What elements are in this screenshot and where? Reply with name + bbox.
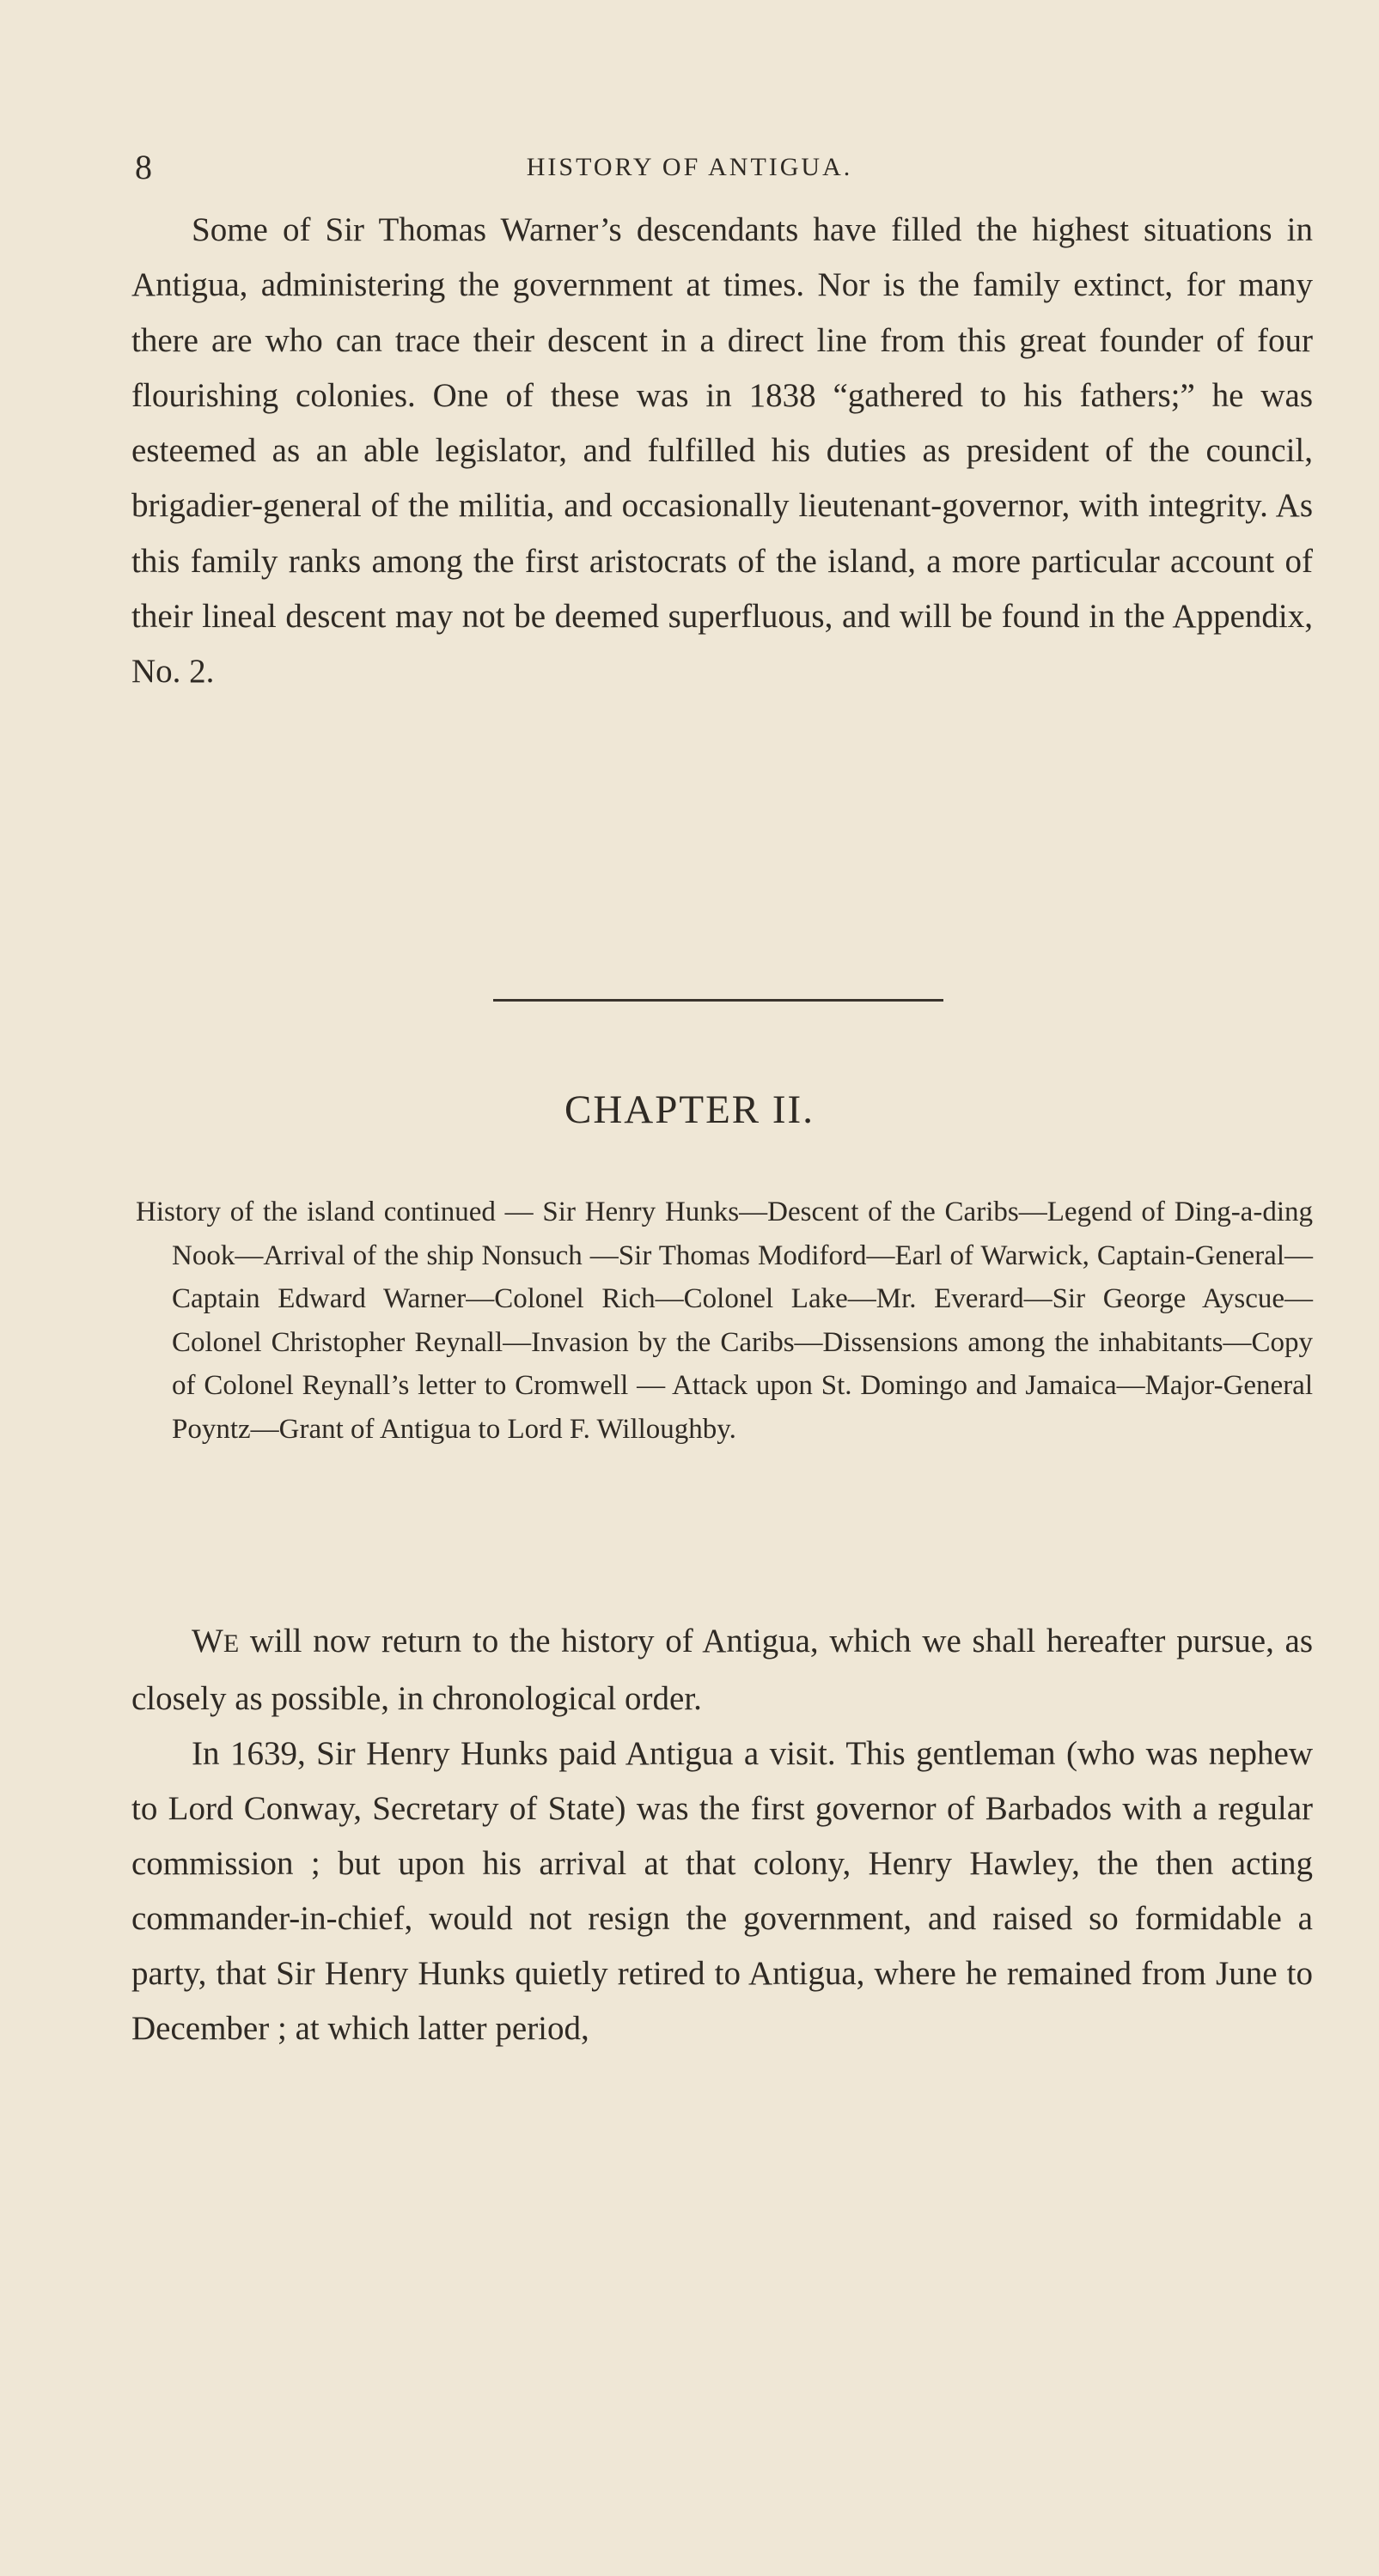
initial-letter: W (192, 1623, 223, 1659)
paragraph-warner-descendants: Some of Sir Thomas Warner’s descendants have filled the highest situations in Antigua, administering the government at times. Nor is the family extinct, for many there are who can trace their descent in a direct line from this great founder of four flourishing colonies. One of these was in 1838 “gathered to his fathers;” he was esteemed as an able legislator, and fulfilled his duties as president of the council, brigadier-general of the militia, and occasionally lieutenant-governor, with integrity. As this family ranks among the first aristocrats of the island, a more particular account of their lineal descent may not be deemed superfluous, and will be found in the Appendix, No. 2. (131, 211, 1313, 691)
section-divider (493, 999, 943, 1002)
section-two (131, 1614, 1313, 2056)
chapter-synopsis: History of the island continued — Sir Henry Hunks—Descent of the Caribs—Legend of Ding-a-ding Nook—Arrival of the ship Nonsuch —Sir Thomas Modiford—Earl of Warwick, Captain-General—Captain Edward Warner—Colonel Rich—Colonel Lake—Mr. Everard—Sir George Ayscue—Colonel Christopher Reynall—Invasion by the Caribs—Dissensions among the inhabitants—Copy of Colonel Reynall’s letter to Cromwell — Attack upon St. Domingo and Jamaica—Major-General Poyntz—Grant of Antigua to Lord F. Willoughby. (136, 1197, 1313, 1445)
section-one (131, 203, 1313, 700)
paragraph-text: will now return to the history of Antigua, which we shall hereafter pursue, as closely as possible, in chronological order. (131, 1623, 1313, 1717)
chapter-heading: CHAPTER II. (564, 1087, 815, 1132)
small-cap-letters: E (223, 1629, 240, 1658)
paragraph-return-to-history (131, 1614, 1313, 1726)
running-title: HISTORY OF ANTIGUA. (526, 153, 853, 181)
running-head (0, 146, 1379, 189)
page-number: 8 (135, 148, 152, 186)
paragraph-henry-hunks: In 1639, Sir Henry Hunks paid Antigua a visit. This gentleman (who was nephew to Lord Conway, Secretary of State) was the first governor of Barbados with a regular commission ; but upon his arrival at that colony, Henry Hawley, the then acting commander-in-chief, would not resign the government, and raised so formidable a party, that Sir Henry Hunks quietly retired to Antigua, where he remained from June to December ; at which latter period, (131, 1735, 1313, 2047)
